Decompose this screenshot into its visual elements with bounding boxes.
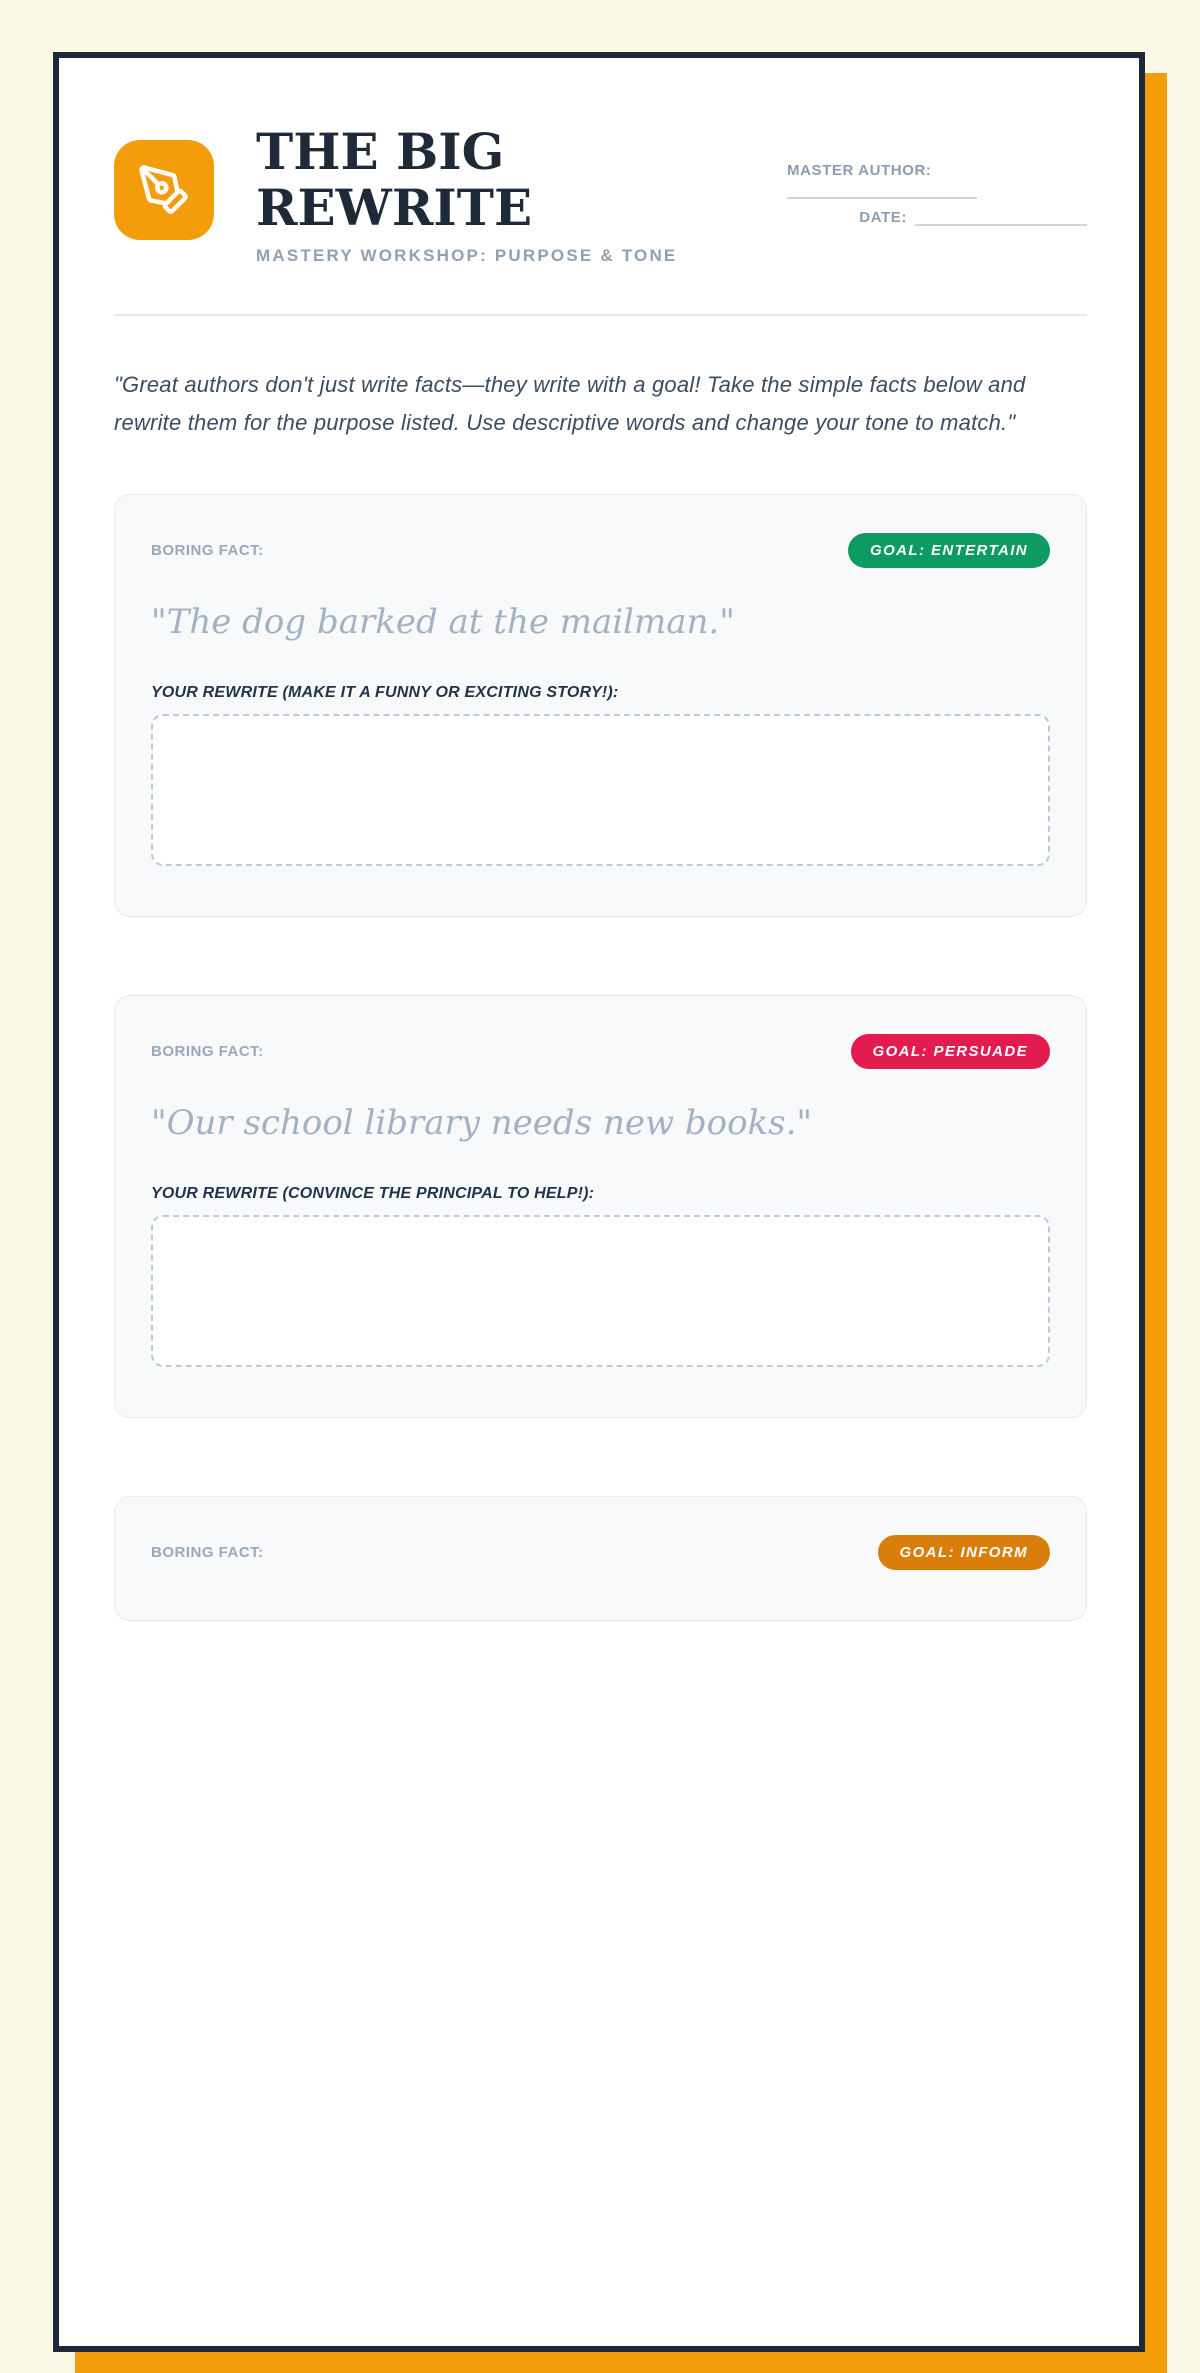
header-divider xyxy=(114,314,1087,316)
boring-fact-label: BORING FACT: xyxy=(151,1043,264,1060)
master-author-label: MASTER AUTHOR: xyxy=(787,162,932,179)
goal-badge-inform: GOAL: INFORM xyxy=(878,1535,1050,1570)
boring-fact-text: "The dog barked at the mailman." xyxy=(151,602,735,642)
goal-badge-persuade: GOAL: PERSUADE xyxy=(851,1034,1050,1069)
page-subtitle: MASTERY WORKSHOP: PURPOSE & TONE xyxy=(256,246,678,265)
page-title: THE BIG REWRITE xyxy=(256,122,533,237)
card-header xyxy=(151,1034,1050,1069)
intro-instructions: "Great authors don't just write facts—they write with a goal! Take the simple facts below and rewrite them for the purpose listed. Use descriptive words and change your tone to match." xyxy=(114,372,1026,435)
date-input-line[interactable] xyxy=(915,212,1087,226)
card-header xyxy=(151,1535,1050,1570)
boring-fact-label: BORING FACT: xyxy=(151,542,264,559)
pen-tool-icon xyxy=(114,140,214,240)
boring-fact-label: BORING FACT: xyxy=(151,1544,264,1561)
exercise-card-entertain xyxy=(114,494,1087,917)
master-author-input-line[interactable] xyxy=(787,197,977,199)
card-header xyxy=(151,533,1050,568)
worksheet-paper xyxy=(53,52,1145,2352)
date-field-row xyxy=(787,209,1087,226)
rewrite-writing-area[interactable] xyxy=(151,714,1050,866)
date-label: DATE: xyxy=(859,209,907,226)
goal-badge-entertain: GOAL: ENTERTAIN xyxy=(848,533,1050,568)
rewrite-prompt-label: YOUR REWRITE (MAKE IT A FUNNY OR EXCITING STORY!): xyxy=(151,684,619,701)
rewrite-prompt-label: YOUR REWRITE (CONVINCE THE PRINCIPAL TO HELP!): xyxy=(151,1185,595,1202)
rewrite-writing-area[interactable] xyxy=(151,1215,1050,1367)
worksheet-header xyxy=(114,122,1087,266)
exercise-card-persuade xyxy=(114,995,1087,1418)
name-date-fields xyxy=(787,140,1087,226)
exercise-card-inform xyxy=(114,1496,1087,1621)
title-block xyxy=(256,122,678,266)
boring-fact-text: "Our school library needs new books." xyxy=(151,1103,813,1143)
